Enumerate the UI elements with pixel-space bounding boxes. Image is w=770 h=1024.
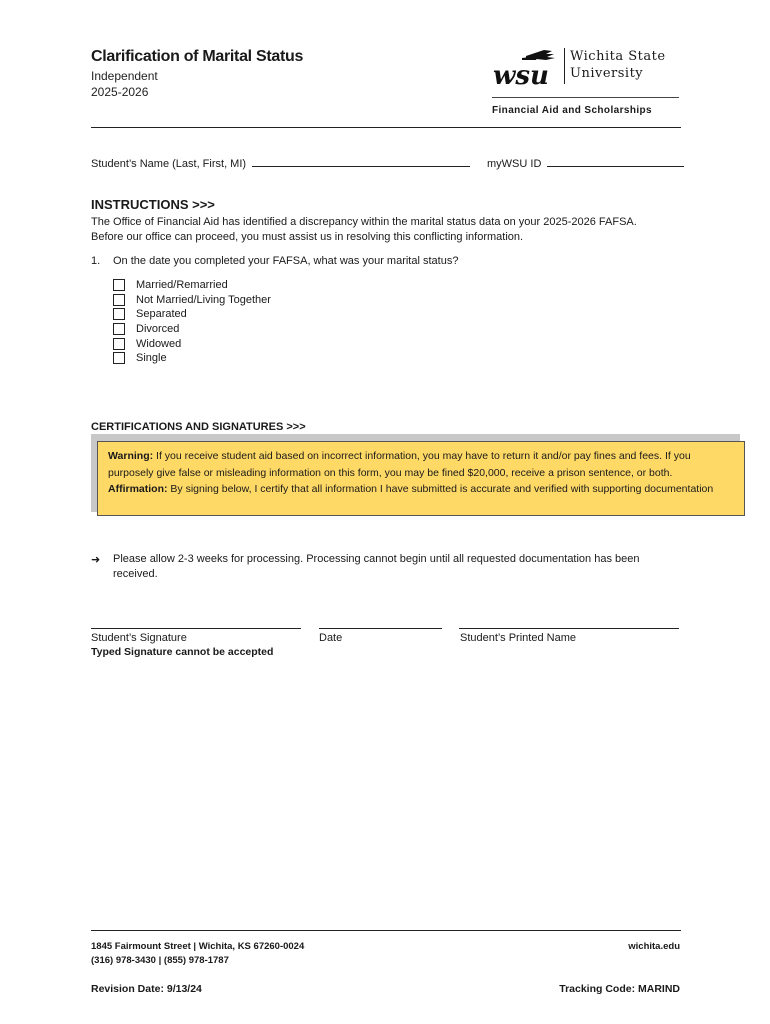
mywsu-id-field[interactable] bbox=[487, 157, 684, 170]
form-title: Clarification of Marital Status bbox=[91, 48, 304, 65]
affirmation-paragraph bbox=[108, 481, 734, 498]
signature-line[interactable] bbox=[91, 628, 301, 629]
university-logo bbox=[492, 44, 682, 124]
instructions-line-2: Before our office can proceed, you must assist us in resolving this conflicting information. bbox=[91, 231, 524, 243]
marital-status-options bbox=[113, 278, 271, 366]
mywsu-id-label: myWSU ID bbox=[487, 158, 542, 170]
university-name bbox=[570, 48, 666, 82]
footer-divider bbox=[91, 930, 681, 931]
footer-address: 1845 Fairmount Street | Wichita, KS 67260-0024 bbox=[91, 941, 305, 952]
footer-phones: (316) 978-3430 | (855) 978-1787 bbox=[91, 955, 229, 966]
typed-signature-warning: Typed Signature cannot be accepted bbox=[91, 646, 274, 658]
checkbox[interactable] bbox=[113, 279, 125, 291]
printed-name-line[interactable] bbox=[459, 628, 679, 629]
option-label: Married/Remarried bbox=[136, 279, 228, 292]
certifications-heading: CERTIFICATIONS AND SIGNATURES >>> bbox=[91, 421, 306, 433]
option-widowed[interactable] bbox=[113, 336, 271, 351]
revision-date: Revision Date: 9/13/24 bbox=[91, 983, 202, 995]
processing-note bbox=[91, 552, 681, 582]
processing-note-text: Please allow 2-3 weeks for processing. Processing cannot begin until all requested documentation has been received. bbox=[113, 553, 640, 580]
department-name: Financial Aid and Scholarships bbox=[492, 105, 652, 116]
option-married[interactable] bbox=[113, 278, 271, 293]
student-status: Independent bbox=[91, 69, 158, 83]
option-label: Widowed bbox=[136, 337, 182, 350]
date-label: Date bbox=[319, 632, 343, 644]
instructions-text bbox=[91, 215, 691, 245]
checkbox[interactable] bbox=[113, 338, 125, 350]
mywsu-id-line[interactable] bbox=[547, 157, 684, 167]
student-name-field[interactable] bbox=[91, 157, 470, 170]
header-divider bbox=[91, 127, 681, 128]
tracking-code: Tracking Code: MARIND bbox=[559, 983, 680, 995]
wheat-wsu-logo-icon bbox=[492, 46, 560, 90]
option-separated[interactable] bbox=[113, 307, 271, 322]
affirmation-text: By signing below, I certify that all information I have submitted is accurate and verified with supporting documentation bbox=[167, 483, 714, 495]
instructions-line-1: The Office of Financial Aid has identified a discrepancy within the marital status data on your 2025-2026 FAFSA. bbox=[91, 216, 637, 228]
question-number: 1. bbox=[91, 255, 101, 267]
logo-rule bbox=[492, 97, 679, 98]
footer-website[interactable]: wichita.edu bbox=[628, 941, 680, 952]
student-name-label: Student’s Name (Last, First, MI) bbox=[91, 158, 247, 170]
signature-label: Student’s Signature bbox=[91, 632, 187, 644]
checkbox[interactable] bbox=[113, 294, 125, 306]
printed-name-label: Student’s Printed Name bbox=[460, 632, 576, 644]
warning-box bbox=[97, 441, 745, 516]
checkbox[interactable] bbox=[113, 352, 125, 364]
question-1 bbox=[91, 255, 458, 267]
university-line-2: University bbox=[570, 66, 644, 81]
date-line[interactable] bbox=[319, 628, 442, 629]
university-line-1: Wichita State bbox=[570, 49, 666, 64]
option-divorced[interactable] bbox=[113, 322, 271, 337]
option-label: Single bbox=[136, 352, 167, 365]
warning-paragraph bbox=[108, 448, 734, 481]
option-single[interactable] bbox=[113, 351, 271, 366]
option-label: Divorced bbox=[136, 323, 180, 336]
question-text: On the date you completed your FAFSA, what was your marital status? bbox=[113, 255, 459, 267]
logo-divider bbox=[564, 48, 565, 84]
option-not-married[interactable] bbox=[113, 293, 271, 308]
affirmation-label: Affirmation: bbox=[108, 483, 168, 495]
checkbox[interactable] bbox=[113, 323, 125, 335]
award-year: 2025-2026 bbox=[91, 85, 149, 99]
student-name-line[interactable] bbox=[252, 157, 470, 167]
warning-text: If you receive student aid based on incorrect information, you may have to return it and/or pay fines and fees. If you purposely give false or misleading information on this form, you may be fined $20,000, receive a prison sentence, or both. bbox=[108, 450, 691, 479]
arrow-right-icon: ➜ bbox=[91, 553, 101, 566]
instructions-heading: INSTRUCTIONS >>> bbox=[91, 197, 215, 212]
warning-label: Warning: bbox=[108, 450, 154, 462]
option-label: Separated bbox=[136, 308, 187, 321]
option-label: Not Married/Living Together bbox=[136, 293, 271, 306]
wsu-wordmark: wsu bbox=[493, 61, 549, 90]
checkbox[interactable] bbox=[113, 308, 125, 320]
